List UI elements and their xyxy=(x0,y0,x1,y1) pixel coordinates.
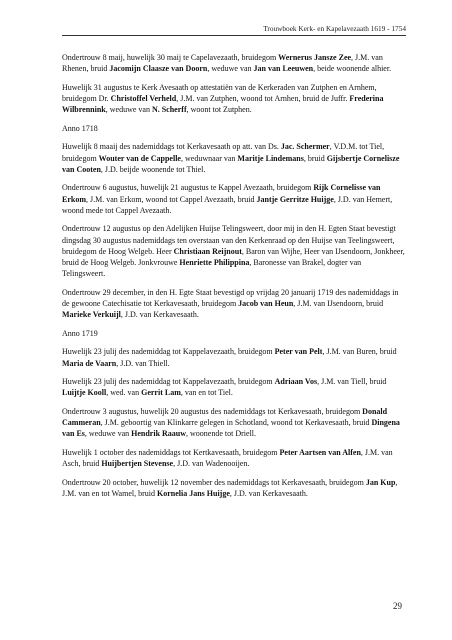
person-name: Jantje Gerritze Huijge xyxy=(256,194,334,204)
record-paragraph xyxy=(62,477,406,499)
record-paragraph xyxy=(62,182,406,216)
person-name: Gerrit Lam xyxy=(141,388,181,398)
record-text: , J.M. van Buren, bruid xyxy=(322,347,397,357)
record-text: , J.M. geboortig van Klinkarre gelegen in Schotland, woond tot Kerkavesaath, bruid xyxy=(100,418,372,428)
record-text: Anno 1718 xyxy=(62,123,98,133)
page-body xyxy=(62,52,406,507)
record-text: , J.M. van IJsendoorn, bruid xyxy=(293,299,384,308)
person-name: Christiaan Reijnout xyxy=(173,246,242,256)
person-name: Wouter van de Cappelle xyxy=(98,153,181,163)
person-name: Adriaan Vos xyxy=(274,377,318,387)
record-text: , J.M. van en tot Wamel, bruid xyxy=(62,477,398,498)
record-paragraph xyxy=(62,447,406,469)
record-text: Ondertrouw 29 december, in den H. Egte Staat bevestigd op vrijdag 20 januarij 1719 des nademiddags in de gewoone Catechisatie tot Kerkavesaath, bruidegom xyxy=(62,287,399,308)
record-text: , J.D. van Kerkavesaath. xyxy=(120,310,199,320)
record-text: , J.D. beijde woonende tot Thiel. xyxy=(100,164,206,174)
page-number: 29 xyxy=(393,601,402,611)
record-text: , J.M. van Rhenen, bruid xyxy=(62,53,383,74)
record-text: , van en tot Tiel. xyxy=(180,388,233,398)
record-text: , J.M. van Asch, bruid xyxy=(62,447,393,469)
person-name: Henriette Philippina xyxy=(179,258,250,267)
record-text: , J.M. van Erkom, woond tot Cappel Avezaath, bruid xyxy=(86,194,257,204)
record-paragraph xyxy=(62,223,406,279)
record-text: Ondertrouw 20 october, huwelijk 12 november des nademiddags tot Kerkavesaath, bruidegom xyxy=(62,477,366,487)
person-name: Hendrik Raauw xyxy=(131,429,187,439)
person-name: Peter van Pelt xyxy=(274,347,323,357)
record-text: , Baron van Wijhe, Heer van IJsendoorn, Jonkheer, bruid de Hoog Welgeb. Jonkvrouwe xyxy=(62,246,405,267)
record-text: , wed. van xyxy=(106,388,142,398)
record-text: Ondertrouw 8 maij, huwelijk 30 maij te Capelavezaath, bruidegom xyxy=(62,53,279,62)
record-text: , weduwnaar van xyxy=(180,153,238,163)
person-name: N. Scherff xyxy=(151,105,187,115)
person-name: Maritje Lindemans xyxy=(237,153,304,163)
record-paragraph xyxy=(62,123,406,134)
record-text: , J.M. van Zutphen, woond tot Arnhen, bruid de Juffr. xyxy=(176,94,350,103)
person-name: Huijbertjen Stevense xyxy=(101,459,174,469)
record-text: Ondertrouw 6 augustus, huwelijk 21 augustus te Kappel Avezaath, bruidegom xyxy=(62,183,314,193)
record-paragraph xyxy=(62,82,406,116)
record-text: , weduwe van xyxy=(105,105,152,115)
record-text: Ondertrouw 12 augustus op den Adelijken Huijse Telingsweert, door mij in den H. Egten Staat bevestigt dingsdag 30 augustus nademiddags ten overstaan van den Kerkenraad op den Huijse van Teelingsweert, bruidegom de Hoog Welgeb. Heer xyxy=(62,224,396,256)
person-name: Christoffel Verheld xyxy=(110,94,177,103)
record-text: Huwelijk 23 julij des nademiddag tot Kappelavezaath, bruidegom xyxy=(62,377,275,387)
record-text: Huwelijk 31 augustus te Kerk Avesaath op attestatiën van de Kerkeraden van Zutphen en Arnhem, bruidegom Dr. xyxy=(62,82,377,103)
record-text: , J.D. van Thiell. xyxy=(116,358,170,368)
record-text: , J.D. van Hemert, woond mede tot Cappel Avezaath. xyxy=(62,194,393,215)
record-paragraph xyxy=(62,141,406,175)
person-name: Donald Cammeran xyxy=(62,406,388,428)
person-name: Marieke Verkuijl xyxy=(62,310,121,320)
person-name: Frederina Wilbrennink xyxy=(62,94,384,115)
person-name: Wernerus Jansze Zee xyxy=(278,53,352,62)
record-paragraph xyxy=(62,287,406,321)
record-paragraph xyxy=(62,346,406,368)
record-paragraph xyxy=(62,52,406,74)
record-text: , weduwe van xyxy=(84,429,132,439)
person-name: Jan van Leeuwen xyxy=(253,64,314,74)
record-text: Huwelijk 23 julij des nademiddag tot Kappelavezaath, bruidegom xyxy=(62,347,275,357)
record-text: Huwelijk 8 maaij des nademiddags tot Kerkavesaath op att. van Ds. xyxy=(62,142,281,152)
record-text: , woont tot Zutphen. xyxy=(186,105,252,115)
person-name: Jacob van Heun xyxy=(238,299,294,308)
record-text: , beide woonende alhier. xyxy=(313,64,392,74)
record-paragraph xyxy=(62,376,406,398)
record-text: , weduwe van xyxy=(207,64,254,74)
running-header: Trouwboek Kerk- en Kapelavezaath 1619 - 1754 xyxy=(263,24,406,33)
person-name: Luijtje Kooll xyxy=(62,388,107,398)
header-rule xyxy=(62,35,406,36)
record-text: , V.D.M. tot Tiel, bruidegom xyxy=(62,142,385,163)
record-text: , woonende tot Driell. xyxy=(186,429,257,439)
record-text: , Baronesse van Brakel, dogter van Telingsweert. xyxy=(62,258,362,279)
record-text: , bruid xyxy=(303,153,327,163)
person-name: Maria de Vaarn xyxy=(62,358,117,368)
record-text: Anno 1719 xyxy=(62,328,98,338)
record-text: , J.M. van Tiell, bruid xyxy=(317,377,387,387)
person-name: Jac. Schermer xyxy=(280,142,330,152)
person-name: Kornelia Jans Huijge xyxy=(156,488,230,498)
record-paragraph xyxy=(62,328,406,339)
person-name: Jacomijn Claasze van Doorn xyxy=(109,64,208,74)
record-text: , J.D. van Wadenooijen. xyxy=(173,459,250,469)
record-text: Huwelijk 1 october des nademiddags tot Kertkavesaath, bruidegom xyxy=(62,447,280,457)
person-name: Gijsbertje Cornelisze van Cooten xyxy=(62,153,400,174)
record-text: Ondertrouw 3 augustus, huwelijk 20 augustus des nademiddags tot Kerkavesaath, bruidegom xyxy=(62,406,363,416)
person-name: Dingena van Es xyxy=(62,418,400,439)
record-text: , J.D. van Kerkavesaath. xyxy=(229,488,308,498)
record-paragraph xyxy=(62,406,406,440)
person-name: Peter Aartsen van Alfen xyxy=(279,447,361,457)
person-name: Jan Kup xyxy=(365,477,396,487)
person-name: Rijk Cornelisse van Erkom xyxy=(62,183,381,204)
